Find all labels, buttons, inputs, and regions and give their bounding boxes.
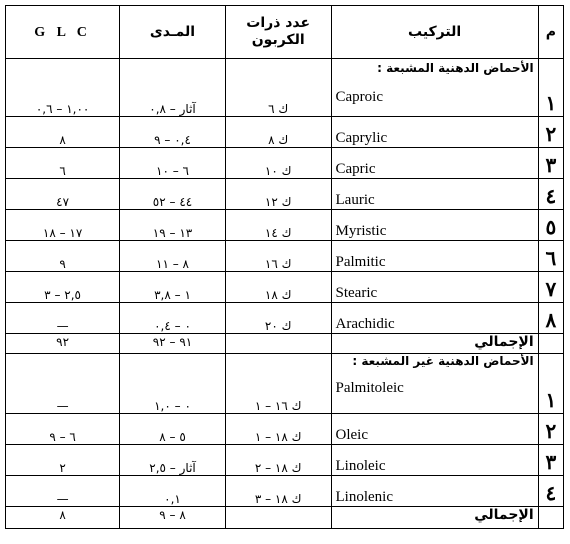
range-value: ٤٤ – ٥٢: [120, 179, 226, 210]
range-value: ٨ – ١١: [120, 241, 226, 272]
section-title-unsaturated: الأحماض الدهنية غير المشبعة :: [352, 354, 534, 368]
row-number: ٤: [538, 476, 563, 507]
table-row: [6, 210, 564, 241]
carbon-count: ك ٨: [225, 117, 331, 148]
carbon-count: ك ١٢: [225, 179, 331, 210]
glc-value: —: [6, 354, 120, 414]
row-number: ٦: [538, 241, 563, 272]
glc-value: ٨: [6, 117, 120, 148]
table-row: [6, 59, 564, 117]
glc-value: ١,٠٠ – ٠,٦: [6, 59, 120, 117]
acid-name: Linoleic: [331, 445, 538, 476]
section-and-name-cell: [331, 59, 538, 117]
acid-name: Palmitic: [331, 241, 538, 272]
glc-value: ١٧ – ١٨: [6, 210, 120, 241]
glc-value: ٢,٥ – ٣: [6, 272, 120, 303]
acid-name: Linolenic: [331, 476, 538, 507]
range-value: ٠,١: [120, 476, 226, 507]
carbon-count: ك ١٨ – ٢: [225, 445, 331, 476]
header-m: م: [538, 6, 563, 59]
acid-name: Caproic: [335, 89, 383, 105]
section-and-name-cell: [331, 354, 538, 414]
range-value: آثار – ٠,٨: [120, 59, 226, 117]
acid-name: Lauric: [331, 179, 538, 210]
range-value: ٦ – ١٠: [120, 148, 226, 179]
row-number: ١: [538, 354, 563, 414]
acid-name: Oleic: [331, 414, 538, 445]
table-row: [6, 303, 564, 334]
row-number: ٣: [538, 445, 563, 476]
carbon-count: ك ١٤: [225, 210, 331, 241]
row-number: ٤: [538, 179, 563, 210]
carbon-count: ك ١٠: [225, 148, 331, 179]
table-row: [6, 445, 564, 476]
empty-cell: [225, 507, 331, 529]
range-value: ٥ – ٨: [120, 414, 226, 445]
range-value: ١٣ – ١٩: [120, 210, 226, 241]
carbon-count: ك ١٦ – ١: [225, 354, 331, 414]
header-carbon-count: عدد ذرات الكربون: [225, 6, 331, 59]
empty-cell: [538, 507, 563, 529]
total-label: الإجمالي: [331, 334, 538, 354]
acid-name: Myristic: [331, 210, 538, 241]
acid-name: Palmitoleic: [335, 380, 404, 396]
acid-name: Caprylic: [331, 117, 538, 148]
total-range: ٩١ – ٩٢: [120, 334, 226, 354]
row-number: ٣: [538, 148, 563, 179]
section-title-saturated: الأحماض الدهنية المشبعة :: [377, 61, 534, 75]
total-row: [6, 507, 564, 529]
row-number: ١: [538, 59, 563, 117]
carbon-count: ك ١٦: [225, 241, 331, 272]
header-glc-label: G L C: [34, 24, 91, 40]
row-number: ٢: [538, 414, 563, 445]
total-label: الإجمالي: [331, 507, 538, 529]
range-value: ٠ – ٠,٤: [120, 303, 226, 334]
range-value: ٠ – ١,٠: [120, 354, 226, 414]
row-number: ٢: [538, 117, 563, 148]
empty-cell: [225, 334, 331, 354]
glc-value: —: [6, 303, 120, 334]
header-glc: [6, 6, 120, 59]
row-number: ٨: [538, 303, 563, 334]
total-range: ٨ – ٩: [120, 507, 226, 529]
glc-value: ٤٧: [6, 179, 120, 210]
acid-name: Stearic: [331, 272, 538, 303]
header-composition: التركيب: [331, 6, 538, 59]
total-glc: ٩٢: [6, 334, 120, 354]
carbon-count: ك ٢٠: [225, 303, 331, 334]
table-row: [6, 148, 564, 179]
table-row: [6, 476, 564, 507]
table-row: [6, 179, 564, 210]
table-row: [6, 117, 564, 148]
header-row: [6, 6, 564, 59]
row-number: ٧: [538, 272, 563, 303]
carbon-count: ك ١٨: [225, 272, 331, 303]
table-row: [6, 241, 564, 272]
glc-value: ٦ – ٩: [6, 414, 120, 445]
row-number: ٥: [538, 210, 563, 241]
table-row: [6, 414, 564, 445]
total-row: [6, 334, 564, 354]
glc-value: ٦: [6, 148, 120, 179]
range-value: ١ – ٣,٨: [120, 272, 226, 303]
carbon-count: ك ١٨ – ١: [225, 414, 331, 445]
acid-name: Arachidic: [331, 303, 538, 334]
table-row: [6, 272, 564, 303]
total-glc: ٨: [6, 507, 120, 529]
header-range: المـدى: [120, 6, 226, 59]
empty-cell: [538, 334, 563, 354]
glc-value: ٢: [6, 445, 120, 476]
carbon-count: ك ٦: [225, 59, 331, 117]
table-row: [6, 354, 564, 414]
glc-value: —: [6, 476, 120, 507]
fatty-acids-table: [5, 5, 564, 529]
carbon-count: ك ١٨ – ٣: [225, 476, 331, 507]
acid-name: Capric: [331, 148, 538, 179]
range-value: ٠,٤ – ٩: [120, 117, 226, 148]
range-value: آثار – ٢,٥: [120, 445, 226, 476]
glc-value: ٩: [6, 241, 120, 272]
